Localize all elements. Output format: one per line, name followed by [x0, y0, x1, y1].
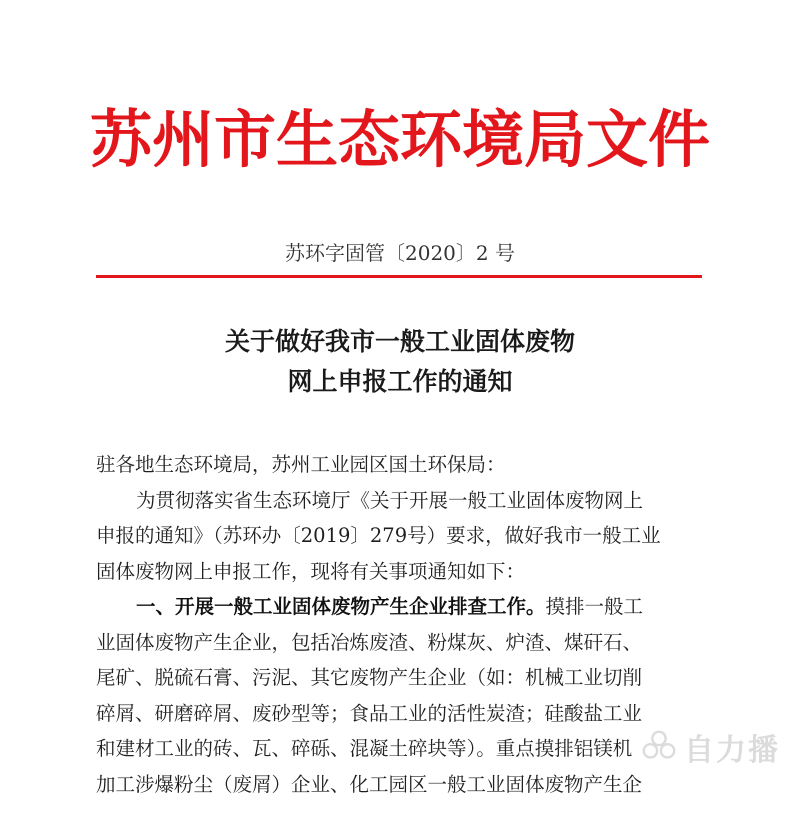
section-1-line-2: 业固体废物产生企业，包括冶炼废渣、粉煤灰、炉渣、煤矸石、 — [96, 630, 643, 654]
notice-title-line-1: 关于做好我市一般工业固体废物 — [224, 327, 575, 356]
agency-header-title: 苏州市生态环境局文件 — [89, 103, 710, 176]
paragraph-1-line-1: 为贯彻落实省生态环境厅《关于开展一般工业固体废物网上 — [136, 488, 644, 512]
notice-title — [0, 322, 800, 402]
document-number: 苏环字固管〔2020〕2 号 — [285, 241, 515, 265]
paragraph-1-line-2: 申报的通知》（苏环办〔2019〕279号）要求，做好我市一般工业 — [96, 524, 661, 547]
red-divider-line — [96, 275, 702, 278]
watermark-text: 自力播 — [684, 733, 780, 768]
salutation: 驻各地生态环境局，苏州工业园区国土环保局： — [96, 453, 506, 476]
notice-title-line-2: 网上申报工作的通知 — [287, 367, 513, 396]
section-1-first-line — [96, 589, 706, 625]
paragraph-1-line-3: 固体废物网上申报工作，现将有关事项通知如下： — [96, 559, 526, 583]
section-1-line-3: 尾矿、脱硫石膏、污泥、其它废物产生企业（如：机械工业切削 — [96, 666, 643, 689]
section-1-first-line-tail: 摸排一般工 — [545, 595, 644, 618]
watermark — [640, 725, 780, 769]
section-1-heading: 一、开展一般工业固体废物产生企业排查工作。 — [136, 595, 546, 618]
section-1-line-6: 加工涉爆粉尘（废屑）企业、化工园区一般工业固体废物产生企 — [96, 772, 643, 796]
section-1-line-4: 碎屑、研磨碎屑、废砂型等；食品工业的活性炭渣；硅酸盐工业 — [96, 701, 643, 725]
notice-body — [96, 447, 706, 802]
flower-icon — [640, 728, 678, 766]
section-1-line-5: 和建材工业的砖、瓦、碎砾、混凝土碎块等）。重点摸排铝镁机 — [96, 737, 633, 760]
